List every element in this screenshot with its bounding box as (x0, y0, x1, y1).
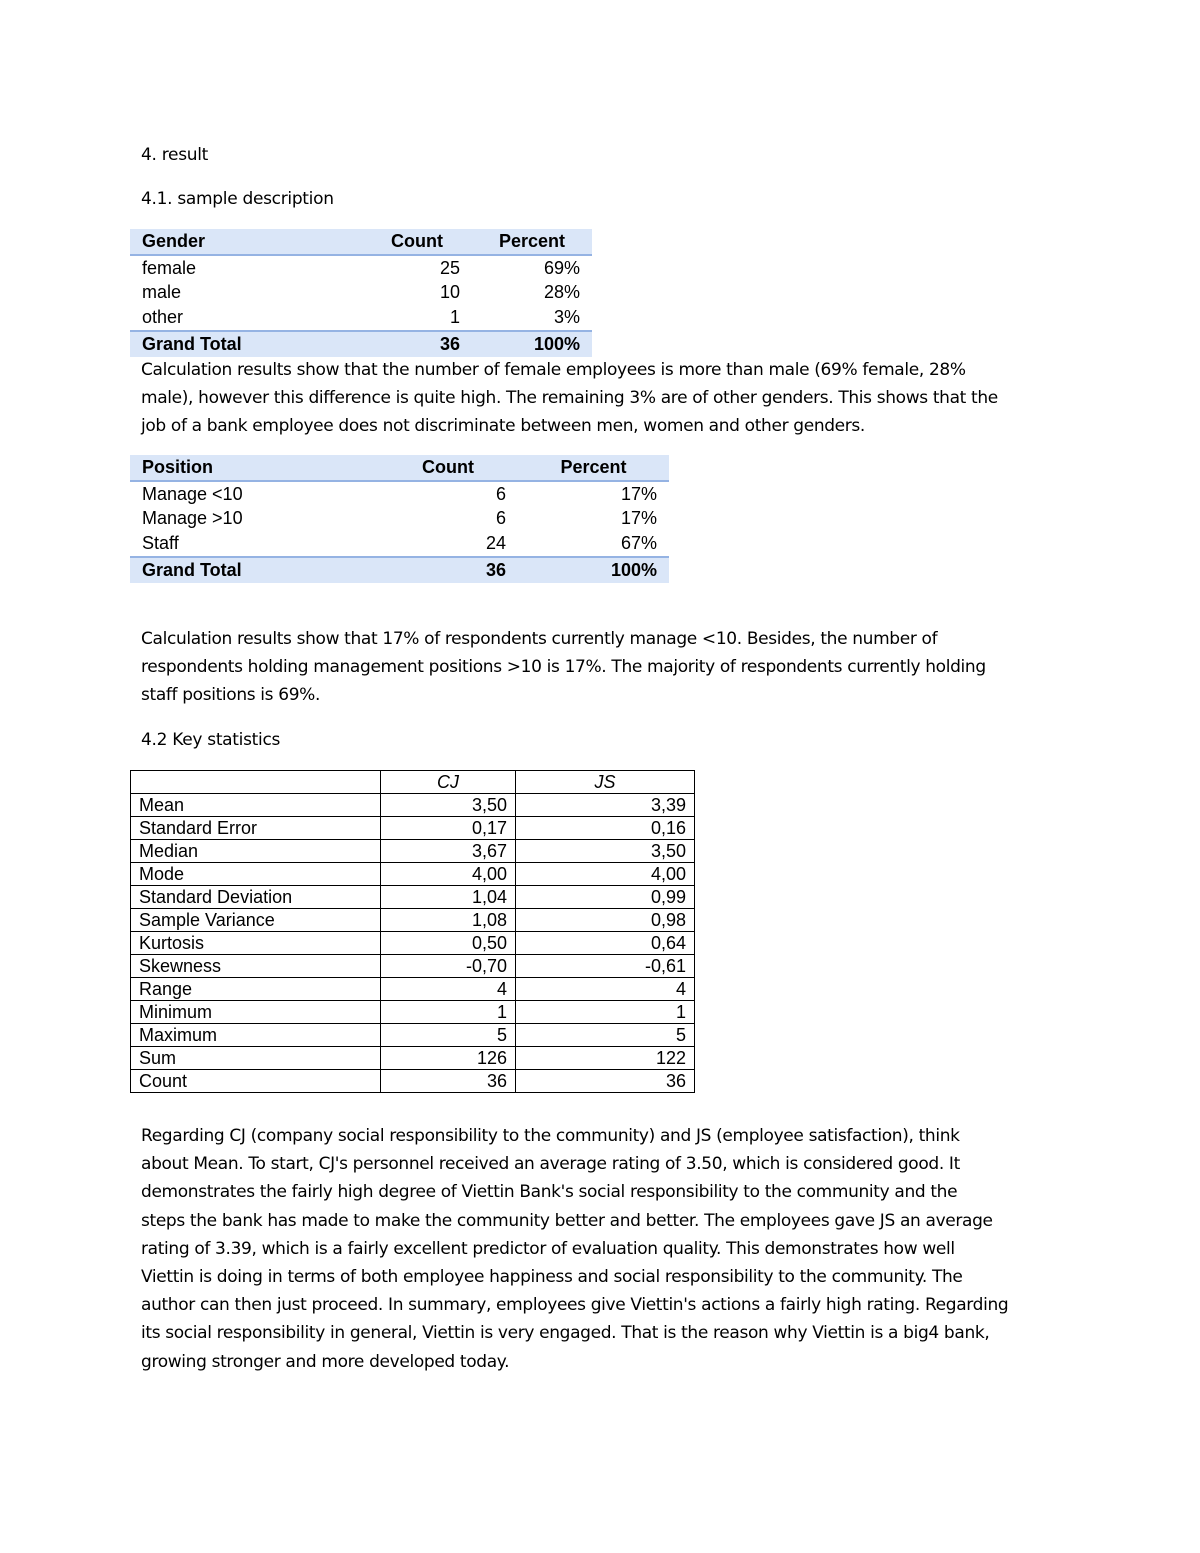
text-line: male), however this difference is quite high. The remaining 3% are of other genders. This shows that the (141, 388, 998, 409)
text-line: its social responsibility in general, Viettin is very engaged. That is the reason why Viettin is a big4 bank, (141, 1323, 990, 1344)
text-line: staff positions is 69%. (141, 685, 321, 706)
text-line: job of a bank employee does not discriminate between men, women and other genders. (141, 416, 865, 437)
stat-js-value: 122 (516, 1047, 695, 1070)
table-row (131, 1024, 695, 1047)
stat-label: Count (131, 1070, 381, 1093)
stat-js-value: 4,00 (516, 863, 695, 886)
table-row (130, 481, 669, 507)
stat-cj-value: -0,70 (381, 955, 516, 978)
stat-js-value: 1 (516, 1001, 695, 1024)
stat-label: Mode (131, 863, 381, 886)
stat-label: Sample Variance (131, 909, 381, 932)
key-statistics-table (130, 770, 695, 1093)
row-count: 6 (495, 508, 506, 529)
table-row (130, 281, 592, 306)
row-percent: 17% (620, 483, 657, 504)
total-count: 36 (378, 557, 518, 583)
paragraph-key-statistics-summary (141, 1122, 1071, 1376)
text-line: steps the bank has made to make the community better and better. The employees gave JS an average (141, 1210, 993, 1231)
header-gender: Gender (130, 229, 362, 255)
table-header-row (130, 455, 669, 481)
stat-label: Skewness (131, 955, 381, 978)
stat-cj-value: 36 (381, 1070, 516, 1093)
stat-label: Minimum (131, 1001, 381, 1024)
stat-cj-value: 1 (381, 1001, 516, 1024)
table-header-row (131, 771, 695, 794)
stat-cj-value: 5 (381, 1024, 516, 1047)
paragraph-position-summary (141, 625, 1071, 710)
text-line: Viettin is doing in terms of both employee happiness and social responsibility to the community. The (141, 1267, 963, 1288)
stat-label: Standard Deviation (131, 886, 381, 909)
stat-js-value: 0,64 (516, 932, 695, 955)
subsection-heading-sample: 4.1. sample description (141, 189, 334, 209)
header-js: JS (516, 771, 695, 794)
header-position: Position (130, 455, 378, 481)
row-label: Manage <10 (142, 483, 243, 504)
header-percent: Percent (472, 229, 592, 255)
table-row (130, 531, 669, 557)
section-heading-result: 4. result (141, 145, 209, 165)
stat-label: Median (131, 840, 381, 863)
total-label: Grand Total (130, 331, 362, 357)
stat-label: Range (131, 978, 381, 1001)
text-line: growing stronger and more developed today. (141, 1351, 510, 1372)
row-count: 1 (449, 307, 460, 328)
stat-js-value: 0,16 (516, 817, 695, 840)
header-cj: CJ (381, 771, 516, 794)
stat-label: Sum (131, 1047, 381, 1070)
table-row (131, 863, 695, 886)
header-percent: Percent (518, 455, 669, 481)
row-percent: 69% (543, 257, 580, 278)
stat-js-value: 4 (516, 978, 695, 1001)
gender-table (130, 229, 592, 357)
text-line: Calculation results show that the number of female employees is more than male (69% female, 28% (141, 360, 966, 380)
text-line: Regarding CJ (company social responsibility to the community) and JS (employee satisfaction), think (141, 1126, 960, 1146)
table-header-row (130, 229, 592, 255)
header-count: Count (362, 229, 472, 255)
grand-total-row (130, 557, 669, 583)
total-label: Grand Total (130, 557, 378, 583)
table-row (131, 1070, 695, 1093)
table-row (131, 909, 695, 932)
table-row (131, 886, 695, 909)
stat-cj-value: 3,50 (381, 794, 516, 817)
row-count: 24 (485, 533, 506, 554)
row-percent: 67% (620, 533, 657, 554)
row-label: male (142, 282, 182, 303)
stat-js-value: 0,98 (516, 909, 695, 932)
stat-cj-value: 1,08 (381, 909, 516, 932)
stat-label: Standard Error (131, 817, 381, 840)
row-count: 10 (439, 282, 460, 303)
position-table (130, 455, 669, 583)
row-label: other (142, 307, 184, 328)
text-line: rating of 3.39, which is a fairly excellent predictor of evaluation quality. This demonstrates how well (141, 1238, 955, 1259)
total-count: 36 (362, 331, 472, 357)
stat-label: Kurtosis (131, 932, 381, 955)
row-label: Manage >10 (142, 508, 243, 529)
stat-js-value: 0,99 (516, 886, 695, 909)
table-row (131, 932, 695, 955)
table-row (130, 255, 592, 281)
table-row (131, 817, 695, 840)
stat-cj-value: 4,00 (381, 863, 516, 886)
text-line: author can then just proceed. In summary, employees give Viettin's actions a fairly high rating. Regarding (141, 1295, 1009, 1316)
header-count: Count (378, 455, 518, 481)
stat-js-value: 36 (516, 1070, 695, 1093)
stat-js-value: 3,39 (516, 794, 695, 817)
text-line: demonstrates the fairly high degree of Viettin Bank's social responsibility to the community and the (141, 1182, 958, 1203)
text-line: Calculation results show that 17% of respondents currently manage <10. Besides, the number of (141, 629, 938, 649)
table-row (131, 1001, 695, 1024)
stat-js-value: 3,50 (516, 840, 695, 863)
row-label: female (142, 257, 197, 278)
text-line: respondents holding management positions >10 is 17%. The majority of respondents currently holding (141, 657, 986, 678)
paragraph-gender-summary (141, 356, 1071, 441)
stat-js-value: 5 (516, 1024, 695, 1047)
total-percent: 100% (518, 557, 669, 583)
table-row (131, 978, 695, 1001)
stat-cj-value: 0,50 (381, 932, 516, 955)
table-row (131, 1047, 695, 1070)
stat-cj-value: 4 (381, 978, 516, 1001)
row-percent: 17% (620, 508, 657, 529)
grand-total-row (130, 331, 592, 357)
row-label: Staff (142, 533, 179, 554)
table-row (131, 794, 695, 817)
text-line: about Mean. To start, CJ's personnel received an average rating of 3.50, which is considered good. It (141, 1154, 960, 1175)
stat-cj-value: 126 (381, 1047, 516, 1070)
stat-cj-value: 1,04 (381, 886, 516, 909)
header-empty (131, 771, 381, 794)
row-percent: 28% (543, 282, 580, 303)
stat-label: Mean (131, 794, 381, 817)
table-row (131, 955, 695, 978)
stat-cj-value: 3,67 (381, 840, 516, 863)
row-percent: 3% (553, 307, 580, 328)
table-row (130, 305, 592, 331)
stat-cj-value: 0,17 (381, 817, 516, 840)
row-count: 6 (495, 483, 506, 504)
total-percent: 100% (472, 331, 592, 357)
stat-js-value: -0,61 (516, 955, 695, 978)
row-count: 25 (439, 257, 460, 278)
subsection-heading-key-statistics: 4.2 Key statistics (141, 730, 281, 750)
table-row (131, 840, 695, 863)
table-row (130, 507, 669, 532)
stat-label: Maximum (131, 1024, 381, 1047)
